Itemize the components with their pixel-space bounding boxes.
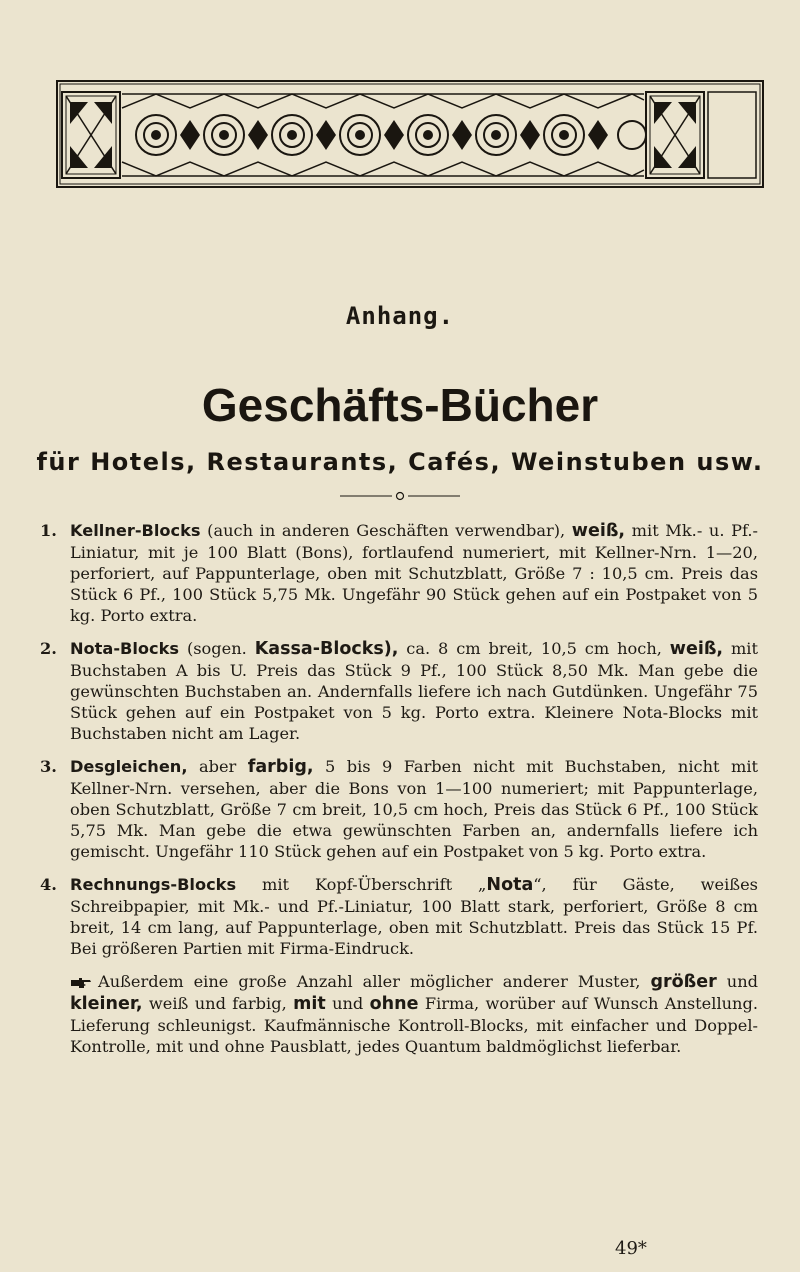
item-text: (auch in anderen Geschäften verwendbar), xyxy=(200,521,572,540)
list-item xyxy=(40,520,758,626)
section-subtitle: Anhang. xyxy=(345,302,455,330)
closing-note xyxy=(40,971,758,1057)
note-text: weiß und farbig, xyxy=(142,994,294,1013)
list-item xyxy=(40,638,758,744)
note-text: und xyxy=(325,994,370,1013)
list-item xyxy=(40,874,758,959)
item-number: 2. xyxy=(40,639,57,658)
note-emphasis: ohne xyxy=(369,994,419,1014)
item-text: 5 bis 9 Farben nicht mit Buchstaben, nicht mit Kellner-Nrn. versehen, aber die Bons von 1—100 numeriert; mit Pappunterlage, oben Schutzblatt, Größe 7 cm breit, 10,5 cm hoch, Preis das Stück 6 Pf., 100 Stück 5,75 Mk. Man gebe die etwa gewünschten Farben an, andernfalls liefere ich gemischt. Ungefähr 110 Stück gehen auf ein Postpaket von 5 kg. Porto extra. xyxy=(70,757,758,861)
item-text: (sogen. xyxy=(179,639,255,658)
item-heading: Kellner-Blocks xyxy=(70,521,201,540)
item-text: “, für Gäste, weißes Schreibpapier, mit Mk.- und Pf.-Liniatur, 100 Blatt stark, perforiert, Größe 8 cm breit, 14 cm lang, auf Pappunterlage, oben mit Schutzblatt. Preis das Stück 15 Pf. Bei größeren Partien mit Firma-Eindruck. xyxy=(70,875,758,958)
item-text: aber xyxy=(187,757,248,776)
item-text: mit Kopf-Überschrift „ xyxy=(236,875,487,894)
item-number: 1. xyxy=(40,521,57,540)
item-emphasis: farbig, xyxy=(247,757,314,777)
note-emphasis: kleiner, xyxy=(70,994,143,1014)
item-emphasis: weiß, xyxy=(669,639,724,659)
item-emphasis: Kassa-Blocks), xyxy=(254,639,399,659)
ornamental-divider xyxy=(340,490,460,502)
ornamental-border xyxy=(56,80,764,188)
item-heading: Desgleichen, xyxy=(70,757,188,776)
page-number: 49* xyxy=(615,1238,647,1259)
item-number: 3. xyxy=(40,757,57,776)
item-heading: Rechnungs-Blocks xyxy=(70,875,237,894)
item-text: ca. 8 cm breit, 10,5 cm hoch, xyxy=(398,639,670,658)
note-emphasis: mit xyxy=(293,994,326,1014)
item-emphasis: Nota xyxy=(486,875,534,895)
item-number: 4. xyxy=(40,875,57,894)
note-text: Außerdem eine große Anzahl aller möglicher anderer Muster, xyxy=(98,972,651,991)
page-tagline: für Hotels, Restaurants, Cafés, Weinstuben usw. xyxy=(36,448,764,476)
note-text: Firma, worüber auf Wunsch Anstellung. Lieferung schleunigst. Kaufmännische Kontroll-Blocks, mit einfacher und Doppel-Kontrolle, mit und ohne Pausblatt, jedes Quantum baldmöglichst lieferbar. xyxy=(70,994,758,1056)
item-emphasis: weiß, xyxy=(571,521,626,541)
item-heading: Nota-Blocks xyxy=(70,639,180,658)
item-text: mit Mk.- u. Pf.-Liniatur, mit je 100 Blatt (Bons), fortlaufend numeriert, mit Kellner-Nrn. 1—20, perforiert, auf Pappunterlage, oben mit Schutzblatt, Größe 7 : 10,5 cm. Preis das Stück 6 Pf., 100 Stück 5,75 Mk. Ungefähr 90 Stück gehen auf ein Postpaket von 5 kg. Porto extra. xyxy=(70,521,758,625)
pointing-hand-icon xyxy=(70,977,92,989)
note-emphasis: größer xyxy=(650,972,717,992)
item-text: mit Buchstaben A bis U. Preis das Stück 9 Pf., 100 Stück 8,50 Mk. Man gebe die gewünschten Buchstaben an. Andernfalls liefere ich nach Gutdünken. Ungefähr 75 Stück gehen auf ein Postpaket von 5 kg. Porto extra. Kleinere Nota-Blocks mit Buchstaben nicht am Lager. xyxy=(70,639,758,743)
article-body xyxy=(40,520,758,1057)
page-title: Geschäfts-Bücher xyxy=(201,379,599,431)
list-item xyxy=(40,756,758,862)
note-text: und xyxy=(716,972,758,991)
